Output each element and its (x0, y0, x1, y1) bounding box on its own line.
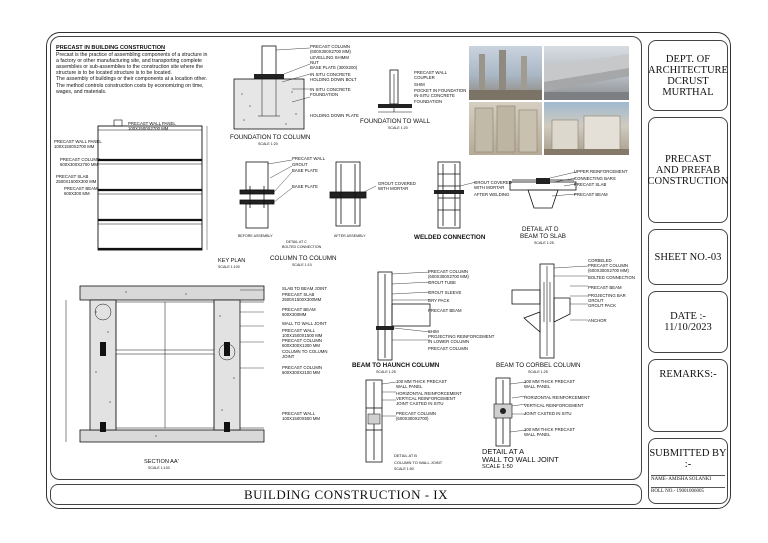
dept-line-4: MURTHAL (662, 86, 714, 98)
foundation-to-wall-title: FOUNDATION TO WALL (360, 118, 431, 125)
beam-to-slab-drawing (508, 168, 578, 226)
beam-to-corbel-title: BEAM TO CORBEL COLUMN (496, 362, 581, 369)
beam-to-haunch-drawing (366, 270, 432, 362)
column-to-column-title: COLUMN TO COLUMN (270, 255, 337, 262)
course-title: BUILDING CONSTRUCTION - IX (243, 486, 448, 502)
submitted-box (648, 438, 728, 504)
beam-to-corbel-drawing (510, 262, 590, 360)
dept-line-3: DCRUST (667, 75, 709, 87)
intro-text: PRECAST IN BUILDING CONSTRUCTION Precast is the practice of assembling components of a structure in a factory or other manufacturing site, and transporting complete assemblies or sub-assemblies to the construction site where the structure is to be located structure is to be located. The assembly of buildings or their components at a location other. The method controls construction costs by economizing on time, wages, and materials. (56, 45, 224, 95)
site-photo-walls (469, 102, 542, 155)
intro-heading: PRECAST IN BUILDING CONSTRUCTION (56, 45, 166, 51)
section-aa-drawing (66, 282, 266, 446)
date-box (648, 291, 728, 353)
topic-line-2: AND PREFAB (655, 164, 721, 176)
beam-to-haunch-title: BEAM TO HAUNCH COLUMN (352, 362, 440, 369)
footer-title-box (50, 484, 642, 505)
dept-box (648, 40, 728, 111)
submitted-label: SUBMITTED BY :- (649, 448, 727, 470)
foundation-to-wall-drawing (376, 68, 416, 118)
site-photo-slabs (544, 46, 629, 100)
topic-box (648, 117, 728, 223)
welded-connection-title: WELDED CONNECTION (414, 234, 486, 241)
remarks-label: REMARKS:- (659, 369, 717, 380)
roll-number: ROLL NO.- 19001006005 (651, 489, 705, 494)
key-plan-title: KEY PLAN (218, 258, 246, 264)
detail-a-title: DETAIL AT A (482, 447, 525, 456)
date-label: DATE :- (670, 311, 706, 322)
sheet-number: SHEET NO.-03 (654, 251, 722, 263)
foundation-to-column-title: FOUNDATION TO COLUMN (230, 134, 311, 141)
topic-line-3: CONSTRUCTION (647, 175, 729, 187)
wall-to-wall-drawing (482, 376, 526, 448)
remarks-box (648, 359, 728, 432)
dept-line-2: ARCHITECTURE (648, 64, 728, 76)
detail-d-title: DETAIL AT D (522, 226, 559, 233)
date-value: 11/10/2023 (664, 322, 712, 333)
sheet-number-box (648, 229, 728, 285)
site-photo-panels (544, 102, 629, 155)
site-photo-columns (469, 46, 542, 100)
foundation-to-column-drawing (232, 44, 312, 136)
section-aa-title: SECTION AA' (144, 459, 179, 465)
welded-connection-drawing (426, 160, 476, 232)
student-name: NAME- AMISHA SOLANKI (651, 477, 712, 482)
dept-line-1: DEPT. OF (665, 53, 711, 65)
column-to-wall-drawing (352, 378, 396, 464)
key-plan-elevation (92, 118, 216, 258)
topic-line-1: PRECAST (664, 153, 712, 165)
